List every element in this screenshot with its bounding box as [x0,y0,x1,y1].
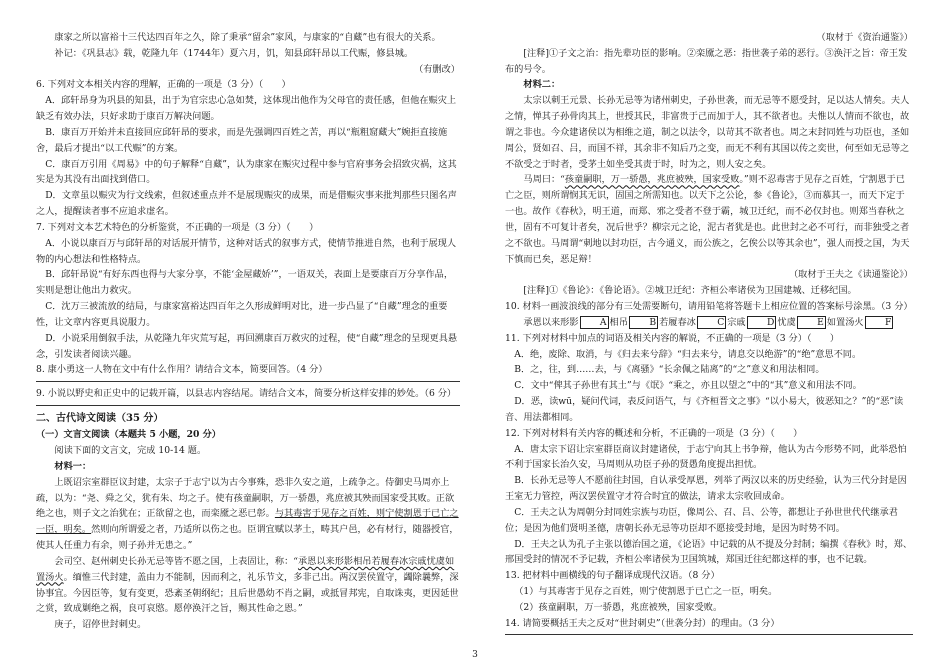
material-2-paragraph-2 [505,172,913,267]
divider [36,381,460,382]
q12-option-d: D．王夫之认为孔子主张以德治国之道，《论语》中记载的从不提及分封制；编撰《春秋》时，郑、邢国受封的情况不予记载，齐桓公率诸侯为卫国筑城，郑国迁往纪都这样的事，也不记载。 [505,538,913,566]
question-14: 14. 请简要概括王夫之反对“世封刺史”（世袭分封）的理由。（3 分） [505,617,780,629]
material-1-ending: 庚子，诏停世封刺史。 [54,619,147,631]
left-column [36,30,460,633]
question-13: 13. 把材料中画横线的句子翻译成现代汉语。（8 分） [505,570,720,582]
source-note: （取材于王夫之《读通鉴论》） [788,269,913,281]
q11-option-b: B．之，往，到……去，与《离骚》“长余佩之陆离”的“之”意义和用法相同。 [514,364,825,376]
q10-segment: 宗戚 [727,316,746,328]
divider [505,634,913,635]
q10-segmentation-line [505,315,913,331]
story-appendix: 补记：《巩县志》载，乾隆九年（1744年）夏六月，饥，知县邱轩昂以工代赈，修县城。 [54,47,414,59]
material-2-text: 。”则不忍毒害于见存之百姓，宁割恩于已亡之臣，则所谓悯其无识，固国之所需知也。以天下之公论，参《鲁论》，③而慕其一，而天下定于一也。故作《春秋》，明王道，而郑、邪之受者不登于霸，城卫迁纪，而不必仅封也。则郑当春秋之世，固有不可复计者矣，况后世乎？柳宗元之论，泥古者犹是也。此世封之必不可行，而非独受之者之不欲也。马周谓“刺地以封功臣，古今通义，而公族之，乞俟公以等其余也”，强人而授之国，为天下慎而已矣，恶足辩！ [505,174,910,265]
subsection-heading: （一）文言文阅读（本题共 5 小题，20 分） [36,429,221,441]
q12-option-b: B．长孙无忌等人不愿前往封国，自认承受厚恩，列举了两汉以来的历史经验，认为三代分封是因王室无力管控，两汉罢侯置守才符合时宜的做法，请求太宗收回成命。 [505,475,907,503]
question-12 [505,426,913,568]
material-1-text: 会司空、赵州刺史长孙无忌等皆不愿之国，上表固让，称：“ [54,555,298,567]
break-mark-a[interactable]: A [580,316,609,329]
wavy-underlined-passage: 承恩以来形影相吊若履春冰宗戚忧虞如置汤火 [36,555,455,583]
q7-option-a: A．小说以康百万与邱轩昂的对话展开情节，这种对话式的叙事方式，使情节推进自然，也利于展现人物的内心想法和性格特点。 [36,237,457,265]
break-mark-e[interactable]: E [797,316,826,329]
q13-item-2: （2）孩童嗣职，万一骄愚，兆庶被殃，国家受败。 [514,601,723,613]
q7-stem: 7. 下列对文本艺术特色的分析鉴赏，不正确的一项是（3 分）（ ） [36,221,319,233]
q6-option-c: C．康百万引用《周易》中的句子解释“自藏”，认为康家在赈灾过程中参与官府事务会招致灾祸，这其实是为其没有出面找到借口。 [36,158,457,186]
material-2-text: 马周曰：“ [523,174,565,186]
q6-option-a: A．邱轩昂身为巩县的知县，出于为官宗忠心急如焚，这体现出他作为父母官的责任感，但他在赈灾上缺乏有效办法，只好求助于康百万解决问题。 [36,95,457,123]
material-1-text: 上既诏宗室群臣议封建，太宗子于志宁以为古今事殊，恐非久安之道，上疏争之。侍御史马周亦上疏，以为：“尧、舜之父，犹有朱、均之子。使有孩童嗣职，万一骄愚，兆庶被其殃而国家受其败。正欲绝之也，则子文之治犹在；正欲留之也，而栾黡之恶已彰。 [36,476,455,520]
q10-segment: 承恩以来形影 [523,316,579,328]
q11-stem: 11. 下列对材料中加点的词语及相关内容的解说，不正确的一项是（3 分）（ ） [505,332,840,344]
q6-option-d: D．文章虽以赈灾为行文线索，但叙述重点并不是展现赈灾的成果，而是借赈灾事来批判那些只图名声之人，提醒读者事不应追求虚名。 [36,190,457,218]
q6-stem: 6. 下列对文本相关内容的理解，正确的一项是（3 分）（ ） [36,79,291,91]
annotation-1: [注释]①子文之治：指先辈功臣的影响。②栾黡之恶：指世袭子弟的恶行。③涣汗之旨：帝王发布的号令。 [505,47,908,75]
section-heading: 二、古代诗文阅读（35 分） [36,413,164,425]
question-9: 9. 小说以野史和正史中的记载开篇，以县志内容结尾。请结合文本，简要分析这样安排的妙处。（6 分） [36,388,457,400]
material-1-text: 然则向所谓爱之者，乃适所以伤之也。臣谓宜赋以茅土，畴其户邑，必有材行，随器授官，使其人任重力有余，则子孙并无患之。” [36,524,459,552]
divider [36,405,460,406]
underlined-sentence-1: 与其毒害于见存之百姓，则宁使割恩于已亡之一臣，明矣。 [36,508,459,536]
q10-segment: 相吊 [609,316,628,328]
material-1-paragraph-2 [36,554,460,617]
break-mark-d[interactable]: D [747,316,777,329]
question-6 [36,77,460,219]
question-11 [505,331,913,426]
material-2-paragraph-1: 太宗以刺王元景、长孙无忌等为诸州刺史，子孙世袭，而无忌等不愿受封，足以达人情矣。夫人之情，惮其子孙骨肉其上，世授其民，非富贵于己而加于人，其不欲者也。夫惟以人情而不欲也，故谓之非也。今众建诸侯以为相维之道，制之以法令，以苛其不欲者也。周之末封同姓与功臣也，圣如周公，贤如召、吕，而国不祥，其余非不知后乃之变，而无不利有其国以传之奕世，何至如无忌等之不欲受之于时者，受茅土如坐受其责于时，时为之，则人安之矣。 [505,95,910,170]
q6-option-b: B．康百万开始并未直接回应邱轩昂的要求，而是先强调四百姓之苦，再以“瓶粗窟藏大”婉拒直接施舍，最后才提出“以工代赈”的方案。 [36,126,448,154]
q11-option-d: D．恶，读wū，疑问代词，表反问语气，与《齐桓晋文之事》“以小易大，彼恶知之？”的“恶”读音、用法都相同。 [505,396,904,423]
material-1-text: 。缅惟三代封建，盖由力不能制，因而利之，礼乐节文，多非己出。两汉罢侯置守，蠲除曩弊，深协事宜。今因臣等，复有变更，恐紊圣朝纲纪；且后世愚幼不肖之嗣，或抵冒邦宪，自取诛夷，更因延世之赏，致成剿绝之祸，良可哀愍。愿停涣汗之旨，赐其性命之恩。” [36,571,459,615]
q7-option-d: D．小说采用倒叙手法，从乾隆九年灾荒写起，再回溯康百万救灾的过程，使“自藏”理念的呈现更具悬念，引发读者阅读兴趣。 [36,332,458,360]
question-10: 10. 材料一画波浪线的部分有三处需要断句，请用铅笔将答题卡上相应位置的答案标号涂黑。（3 分） [505,301,913,313]
q13-item-1: （1）与其毒害于见存之百姓，则宁使割恩于已亡之一臣，明矣。 [514,585,778,597]
right-column [505,30,913,639]
annotation-2: [注释]①《鲁论》：《鲁论语》。②城卫迁纪：齐桓公率诸侯为卫国建城、迁移纪国。 [523,285,857,297]
break-mark-c[interactable]: C [697,316,726,329]
q7-option-c: C．沈万三被流放的结局，与康家富裕达四百年之久形成鲜明对比，进一步凸显了“自藏”理念的重要性，让文章内容更具说服力。 [36,301,448,328]
break-mark-b[interactable]: B [629,316,658,329]
question-8: 8. 康小勇这一人物在文中有什么作用？请结合文本，简要回答。（4 分） [36,364,328,376]
underlined-sentence-2: 孩童嗣职，万一骄愚，兆庶被殃，国家受败 [564,174,740,186]
q10-segment: 若履春冰 [659,316,696,328]
q10-segment: 忧虞 [777,316,796,328]
q12-stem: 12. 下列对材料有关内容的概述和分析，不正确的一项是（3 分）（ ） [505,427,803,439]
q12-option-a: A．唐太宗下诏让宗室群臣商议封建诸侯，于志宁向其上书争辩，他认为古今形势不同，此举恐怕不利于国家长治久安，马周则从功臣子孙的贤愚角度提出担忧。 [505,443,907,471]
q10-segment: 如置汤火 [826,316,864,328]
break-mark-f[interactable]: F [865,316,894,329]
reading-instruction: 阅读下面的文言文，完成 10-14 题。 [54,445,207,457]
q7-option-b: B．邱轩昂说“有好东西也得与大家分享，不能‘金屋藏娇’”，一语双关，表面上是要康百万分享作品，实则是想让他出力救灾。 [36,269,454,297]
source-note: （有删改） [414,63,460,75]
q11-option-a: A．绝，废除、取消，与《归去来兮辞》“归去来兮，请息交以绝游”的“绝”意思不同。 [514,348,862,360]
page-number: 3 [472,650,478,660]
material-1-paragraph-1 [36,475,460,554]
story-ending: 康家之所以富裕十三代达四百年之久，除了秉承“留余”家风，与康家的“自藏”也有很大的关系。 [54,32,441,43]
q11-option-c: C．文中“俾其子孙世有其土”与《氓》“乘之，亦且以望之”中的“其”意义和用法不同。 [514,380,862,392]
material-2-title: 材料二： [523,79,561,91]
q12-option-c: C．王夫之认为周朝分封同姓宗族与功臣，像周公、召、吕、公等，都想让子孙世世代代继承君位；是因为他们贤明圣德，唐朝长孙无忌等功臣却不愿接受封地，是因为时势不同。 [505,506,898,534]
material-1-title: 材料一： [54,460,92,472]
source-note: （取材于《资治通鉴》） [816,32,913,43]
question-7 [36,220,460,362]
